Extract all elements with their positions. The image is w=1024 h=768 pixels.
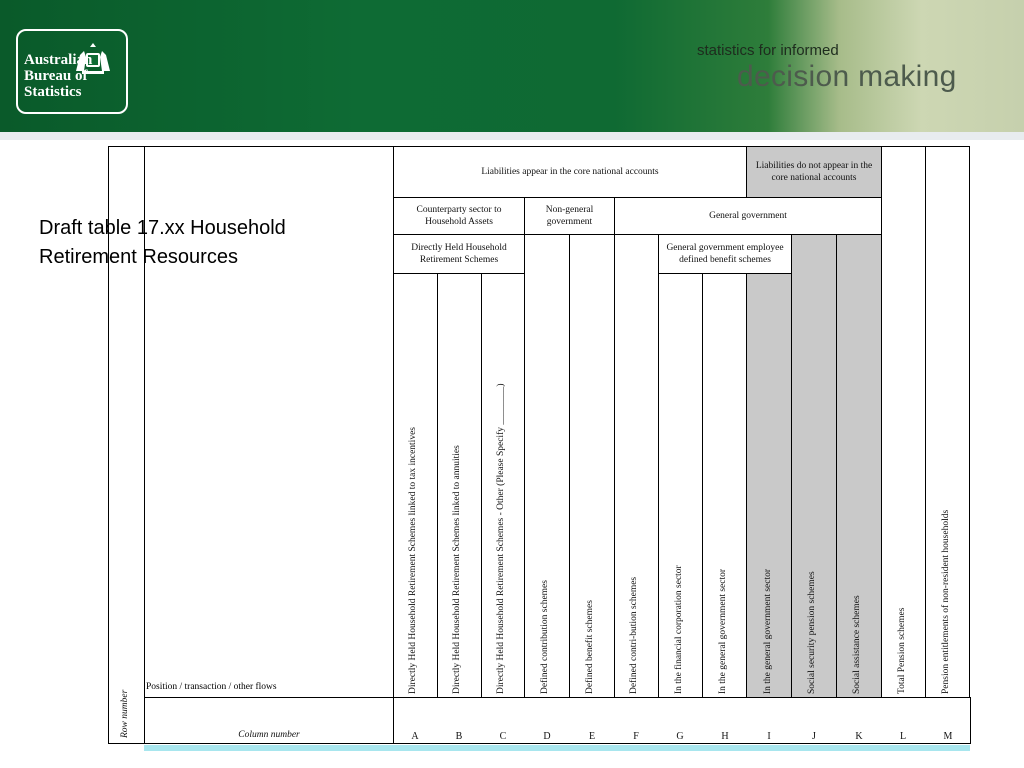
group-noncore: Liabilities do not appear in the core national accounts	[746, 146, 882, 198]
col-label: Directly Held Household Retirement Schemes linked to tax incentives	[408, 427, 418, 694]
col-letter: D	[543, 731, 551, 742]
tagline-bottom: decision making	[737, 60, 957, 93]
header-banner	[0, 0, 1024, 132]
col-label: Total Pension schemes	[897, 607, 907, 694]
col-letter: B	[455, 731, 463, 742]
col-letter: H	[721, 731, 729, 742]
col-label: In the general government sector	[763, 568, 773, 694]
group-gg-employee: General government employee defined benefit schemes	[658, 234, 792, 274]
row-number-label: Row number	[120, 689, 130, 738]
col-letter: C	[499, 731, 507, 742]
col-label: Pension entitlements of non-resident households	[941, 509, 951, 694]
col-label: Defined contri-bution schemes	[629, 576, 639, 694]
col-letter: G	[676, 731, 684, 742]
column-number-label: Column number	[144, 697, 394, 744]
col-label: Social assistance schemes	[852, 595, 862, 694]
abs-logo	[16, 29, 128, 114]
slide-title	[39, 214, 286, 272]
col-label: Directly Held Household Retirement Schemes linked to annuities	[452, 445, 462, 694]
banner-divider	[0, 132, 1024, 140]
col-letter: L	[899, 731, 907, 742]
col-letter: E	[588, 731, 596, 742]
col-letter: K	[855, 731, 863, 742]
col-letter: M	[943, 731, 953, 742]
logo-line: Bureau of	[24, 68, 88, 84]
col-label: In the financial corporation sector	[674, 565, 684, 694]
col-label: Defined benefit schemes	[585, 600, 595, 694]
tagline-top: statistics for informed	[697, 42, 839, 59]
logo-line: Australian	[24, 52, 93, 68]
col-letter: A	[411, 731, 419, 742]
logo-line: Statistics	[24, 84, 82, 100]
highlighted-row-strip	[144, 745, 970, 751]
group-general: General government	[614, 197, 882, 235]
col-label: In the general government sector	[718, 568, 728, 694]
col-label: Social security pension schemes	[807, 571, 817, 694]
col-label: Defined contribution schemes	[540, 580, 550, 694]
group-core: Liabilities appear in the core national accounts	[393, 146, 747, 198]
col-letter: I	[767, 731, 771, 742]
group-nongeneral: Non-general government	[524, 197, 615, 235]
group-counterparty: Counterparty sector to Household Assets	[393, 197, 525, 235]
group-direct: Directly Held Household Retirement Schemes	[393, 234, 525, 274]
col-letter: F	[633, 731, 639, 742]
slide-title-line: Draft table 17.xx Household	[39, 217, 286, 239]
position-label: Position / transaction / other flows	[146, 682, 277, 692]
slide-title-line: Retirement Resources	[39, 246, 238, 268]
col-letter: J	[812, 731, 816, 742]
col-label: Directly Held Household Retirement Schemes - Other (Please Specify ________)	[496, 383, 506, 694]
